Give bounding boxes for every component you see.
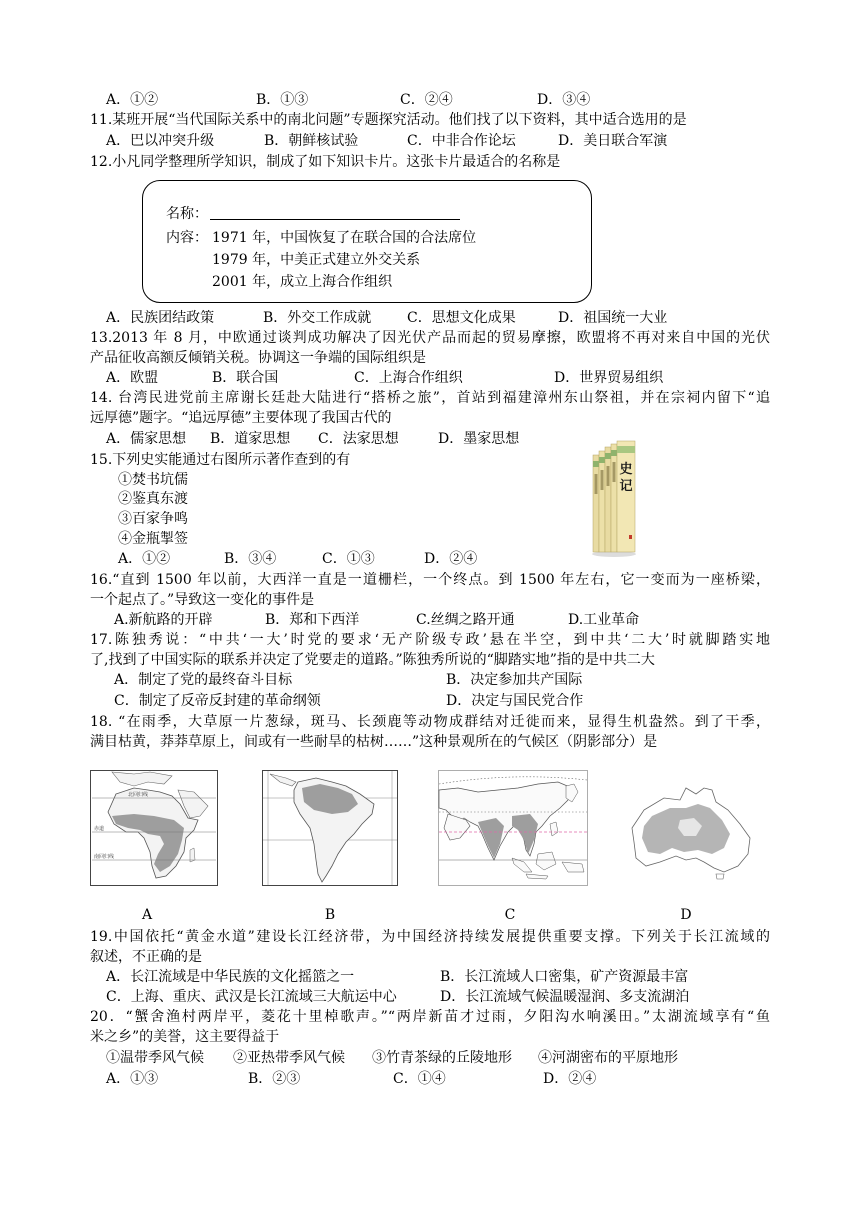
card-content-line: 1971 年，中国恢复了在联合国的合法席位	[212, 230, 477, 246]
card-name-row	[166, 204, 460, 224]
q19-option-b: B．长江流域人口密集，矿产资源最丰富	[440, 969, 689, 985]
map-c-asia	[438, 770, 588, 886]
q19-option-c: C．上海、重庆、武汉是长江流域三大航运中心	[106, 989, 397, 1005]
q19-stem-line: 19.中国依托“黄金水道”建设长江经济带，为中国经济持续发展提供重要支撑。下列关于长江流域的	[90, 929, 770, 945]
q11-option-c: C．中非合作论坛	[407, 133, 516, 149]
q14-option-d: D．墨家思想	[438, 431, 520, 447]
q15-item: ①焚书坑儒	[118, 472, 188, 488]
q12-stem: 12.小凡同学整理所学知识，制成了如下知识卡片。这张卡片最适合的名称是	[90, 154, 561, 170]
map-b-south-america	[262, 770, 398, 886]
shiji-book-image	[592, 440, 636, 558]
q15-option-d: D．②④	[424, 551, 478, 567]
q18-stem-line: 满目枯黄，莽莽草原上，间或有一些耐旱的枯树……”这种景观所在的气候区（阴影部分）是	[90, 734, 658, 750]
q20-item: ③竹青茶绿的丘陵地形	[372, 1050, 512, 1066]
q14-option-c: C．法家思想	[318, 431, 399, 447]
q20-option-b: B．②③	[248, 1071, 301, 1087]
q11-option-b: B．朝鲜核试验	[264, 133, 359, 149]
q10-option-c: C．②④	[400, 92, 453, 108]
q19-option-a: A．长江流域是中华民族的文化摇篮之一	[106, 969, 355, 985]
q12-option-c: C．思想文化成果	[407, 310, 516, 326]
equator-label: 赤道	[94, 826, 105, 832]
q17-option-d: D．决定与国民党合作	[446, 693, 584, 709]
q20-option-c: C．①④	[393, 1071, 446, 1087]
q14-stem-line: 14. 台湾民进党前主席谢长廷赴大陆进行“搭桥之旅”，首站到福建漳州东山祭祖，并在宗祠内留下“追	[90, 390, 770, 406]
q15-item: ④金瓶掣签	[118, 531, 188, 547]
q14-option-b: B．道家思想	[210, 431, 291, 447]
q13-option-a: A．欧盟	[106, 370, 159, 386]
q20-stem-line: 米之乡”的美誉，这主要得益于	[90, 1029, 280, 1045]
q13-option-c: C．上海合作组织	[354, 370, 463, 386]
q13-stem-line: 产品征收高额反倾销关税。协调这一争端的国际组织是	[90, 350, 426, 366]
q15-option-a: A．①②	[118, 551, 171, 567]
book-title-char: 记	[619, 479, 633, 494]
q17-option-a: A．制定了党的最终奋斗目标	[114, 672, 293, 688]
knowledge-card	[142, 180, 592, 303]
q14-option-a: A．儒家思想	[106, 431, 187, 447]
q12-option-a: A．民族团结政策	[106, 310, 215, 326]
q17-stem-line: 17.陈独秀说：“中共‘一大’时党的要求‘无产阶级专政’悬在半空，到中共‘二大’时就脚踏实地	[90, 632, 770, 648]
q13-option-b: B．联合国	[212, 370, 279, 386]
q15-item: ③百家争鸣	[118, 511, 188, 527]
q17-option-c: C．制定了反帝反封建的革命纲领	[114, 693, 321, 709]
card-name-blank	[210, 204, 460, 220]
card-content-label: 内容：	[166, 230, 208, 246]
q10-option-b: B．①③	[256, 92, 309, 108]
q13-option-d: D．世界贸易组织	[554, 370, 664, 386]
q20-item: ①温带季风气候	[106, 1050, 204, 1066]
map-label-b: B	[324, 907, 336, 923]
q20-option-a: A．①③	[106, 1071, 159, 1087]
q20-option-d: D．②④	[543, 1071, 597, 1087]
q11-option-d: D．美日联合军演	[558, 133, 668, 149]
q13-stem-line: 13.2013 年 8 月，中欧通过谈判成功解决了因光伏产品而起的贸易摩擦，欧盟将不再对来自中国的光伏	[90, 330, 770, 346]
q15-item: ②鉴真东渡	[118, 491, 188, 507]
map-label-a: A	[141, 907, 153, 923]
q14-stem-line: 远厚德”题字。“追远厚德”主要体现了我国古代的	[90, 410, 392, 426]
q12-option-b: B．外交工作成就	[263, 310, 372, 326]
q10-option-d: D．③④	[537, 92, 591, 108]
q10-option-a: A．①②	[106, 92, 159, 108]
map-d-australia	[624, 780, 762, 880]
q15-stem: 15.下列史实能通过右图所示著作查到的有	[90, 452, 351, 468]
q16-option-b: B．郑和下西洋	[265, 612, 360, 628]
q20-item: ②亚热带季风气候	[233, 1050, 345, 1066]
card-content-line: 2001 年，成立上海合作组织	[212, 274, 393, 290]
q17-option-b: B．决定参加共产国际	[446, 672, 583, 688]
map-label-d: D	[680, 907, 692, 923]
map-a-africa	[90, 770, 218, 886]
tropic-of-cancer-label: 北回归线	[128, 792, 149, 798]
q20-item: ④河湖密布的平原地形	[538, 1050, 678, 1066]
q20-stem-line: 20．“蟹舍渔村两岸平，菱花十里棹歌声。”“两岸新苗才过雨，夕阳沟水响溪田。”太湖流域享有“鱼	[90, 1009, 770, 1025]
q16-option-d: D.工业革命	[568, 612, 640, 628]
q16-stem-line: 一个起点了。”导致这一变化的事件是	[90, 592, 315, 608]
q16-option-a: A.新航路的开辟	[114, 612, 213, 628]
card-content-line: 1979 年，中美正式建立外交关系	[212, 252, 421, 268]
q15-option-c: C．①③	[322, 551, 375, 567]
tropic-of-capricorn-label: 南回归线	[94, 854, 115, 860]
q19-option-d: D．长江流域气候温暖湿润、多支流湖泊	[440, 989, 690, 1005]
q11-stem: 11.某班开展“当代国际关系中的南北问题”专题探究活动。他们找了以下资料，其中适合选用的是	[90, 112, 687, 128]
q11-option-a: A．巴以冲突升级	[106, 133, 215, 149]
q18-stem-line: 18. “在雨季，大草原一片葱绿，斑马、长颈鹿等动物成群结对迁徙而来，显得生机盎然。到了干季，	[90, 714, 770, 730]
q17-stem-line: 了,找到了中国实际的联系并决定了党要走的道路。”陈独秀所说的“脚踏实地”指的是中共二大	[90, 652, 655, 668]
q16-stem-line: 16.“直到 1500 年以前，大西洋一直是一道栅栏，一个终点。到 1500 年左右，它一变而为一座桥梁，	[90, 572, 770, 588]
book-title-char: 史	[619, 462, 633, 477]
map-label-c: C	[504, 907, 516, 923]
q19-stem-line: 叙述，不正确的是	[90, 949, 202, 965]
card-name-label: 名称：	[166, 206, 208, 222]
q12-option-d: D．祖国统一大业	[558, 310, 668, 326]
q16-option-c: C.丝绸之路开通	[416, 612, 515, 628]
q15-option-b: B．③④	[224, 551, 277, 567]
